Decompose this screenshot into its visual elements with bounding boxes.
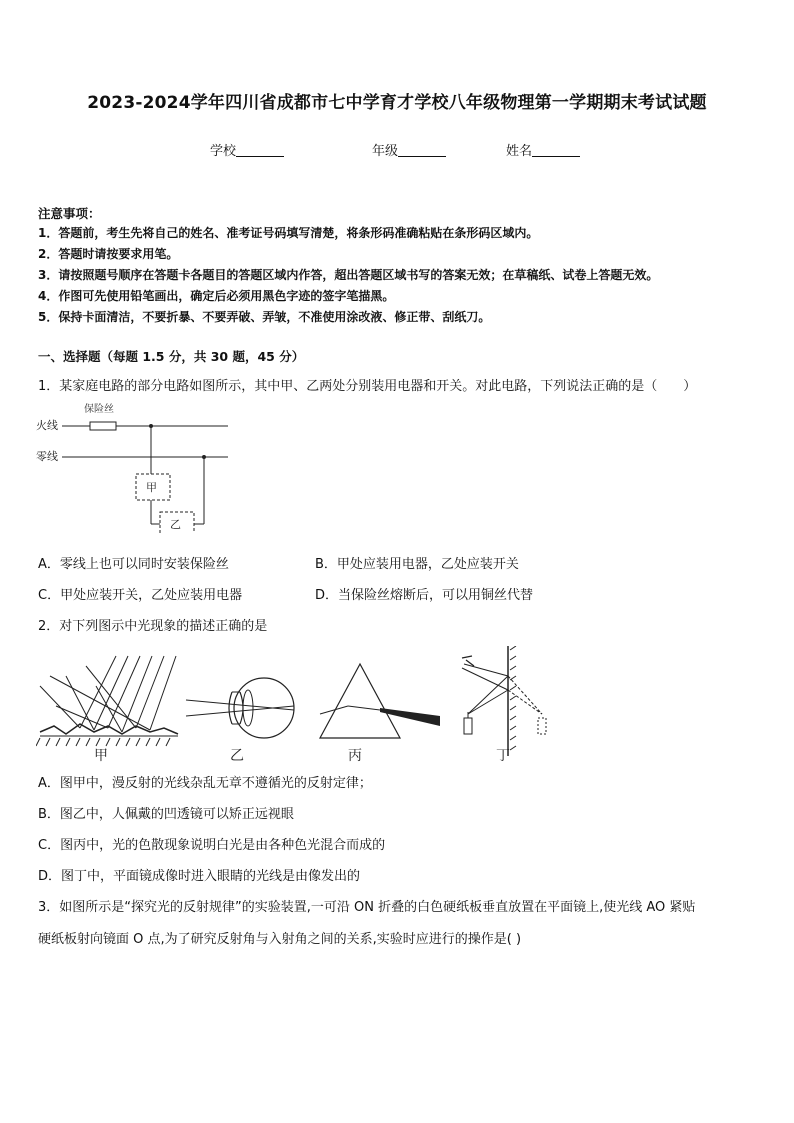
eye-mark-icon	[462, 656, 474, 666]
q1-option-a: A．零线上也可以同时安装保险丝	[38, 557, 229, 572]
question-3-stem-line-2: 硬纸板射向镜面 O 点,为了研究反射角与入射角之间的关系,实验时应进行的操作是( )	[38, 932, 522, 947]
optics-figures	[36, 646, 556, 764]
note-item: 1．答题前，考生先将自己的姓名、准考证号码填写清楚，将条形码准确粘贴在条形码区域内。	[38, 226, 539, 240]
live-wire-label: 火线	[36, 419, 58, 432]
q1-option-d: D．当保险丝熔断后，可以用铜丝代替	[315, 588, 534, 603]
q2-option-b: B．图乙中，人佩戴的凹透镜可以矫正远视眼	[38, 807, 294, 822]
school-field	[210, 140, 284, 159]
grade-field	[372, 140, 446, 159]
q1-option-b: B．甲处应装用电器，乙处应装开关	[315, 557, 519, 572]
note-item: 2．答题时请按要求用笔。	[38, 247, 179, 261]
school-label: 学校	[210, 144, 237, 159]
box-b-label: 乙	[170, 518, 181, 531]
q2-option-c: C．图丙中，光的色散现象说明白光是由各种色光混合而成的	[38, 838, 386, 853]
fuse-symbol	[90, 422, 116, 430]
name-blank	[532, 144, 580, 157]
circuit-diagram	[36, 398, 236, 533]
figure-diffuse-reflection	[36, 656, 178, 764]
figure-label-jia: 甲	[94, 748, 108, 764]
note-item: 3．请按照题号顺序在答题卡各题目的答题区域内作答，超出答题区域书写的答案无效；在草稿纸、试卷上答题无效。	[38, 268, 659, 282]
question-3-stem-line-1: 3．如图所示是“探究光的反射规律”的实验装置,一可沿 ON 折叠的白色硬纸板垂直放置在平面镜上,使光线 AO 紧贴	[38, 900, 696, 915]
figure-label-yi: 乙	[230, 748, 244, 764]
figure-label-ding: 丁	[496, 748, 510, 764]
name-label: 姓名	[506, 144, 533, 159]
grade-blank	[398, 144, 446, 157]
section-title: 一、选择题（每题 1.5 分，共 30 题，45 分）	[38, 349, 305, 364]
candle-icon	[464, 718, 472, 734]
figure-eye-lens	[186, 678, 294, 764]
figure-prism	[320, 664, 440, 764]
figure-label-bing: 丙	[348, 748, 362, 764]
neutral-wire-label: 零线	[36, 450, 58, 463]
question-1-stem: 1．某家庭电路的部分电路如图所示，其中甲、乙两处分别装用电器和开关。对此电路，下列说法正确的是（ ）	[38, 379, 697, 394]
box-a-label: 甲	[146, 481, 157, 494]
candle-image-icon	[538, 718, 546, 734]
school-blank	[236, 144, 284, 157]
note-item: 5．保持卡面清洁，不要折暴、不要弄破、弄皱，不准使用涂改液、修正带、刮纸刀。	[38, 310, 491, 324]
q2-option-a: A．图甲中，漫反射的光线杂乱无章不遵循光的反射定律；	[38, 776, 372, 791]
q2-option-d: D．图丁中，平面镜成像时进入眼睛的光线是由像发出的	[38, 869, 361, 884]
q1-option-c: C．甲处应装开关，乙处应装用电器	[38, 588, 243, 603]
prism-icon	[320, 664, 400, 738]
fuse-label: 保险丝	[84, 404, 114, 415]
note-item: 4．作图可先使用铅笔画出，确定后必须用黑色字迹的签字笔描黑。	[38, 289, 395, 303]
page-title: 2023-2024学年四川省成都市七中学育才学校八年级物理第一学期期末考试试题	[87, 93, 707, 113]
figure-plane-mirror	[462, 646, 546, 764]
question-2-stem: 2．对下列图示中光现象的描述正确的是	[38, 619, 268, 634]
grade-label: 年级	[372, 144, 399, 159]
notes-heading: 注意事项：	[38, 206, 101, 221]
name-field	[506, 140, 580, 159]
